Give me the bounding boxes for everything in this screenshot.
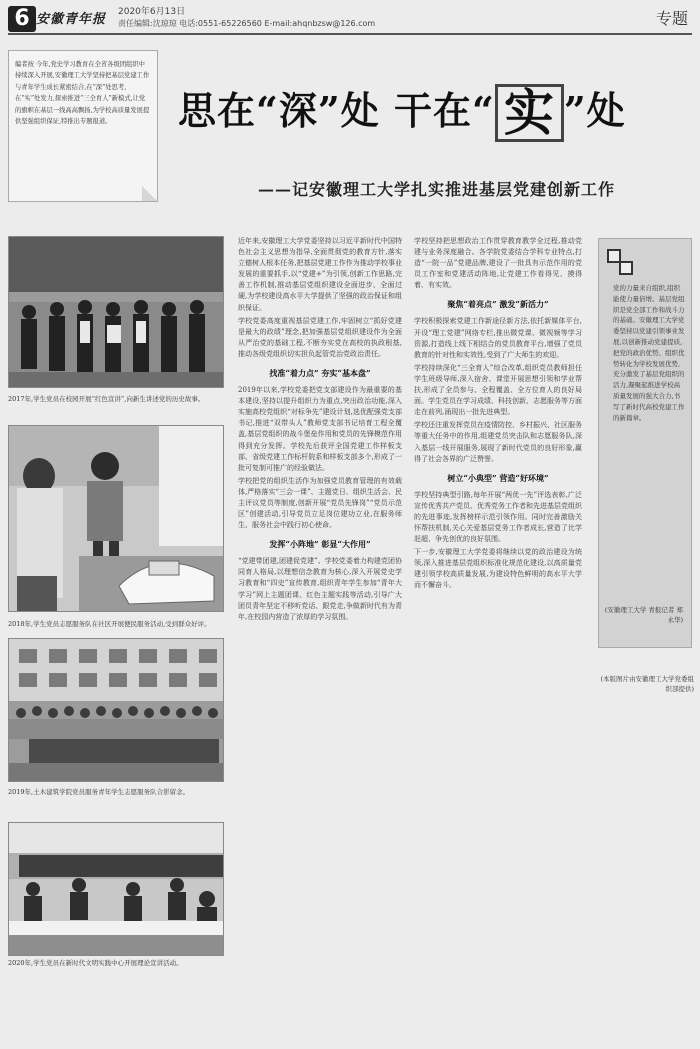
- masthead: [0, 0, 700, 36]
- issue-date: 2020年6月13日: [118, 7, 186, 17]
- photo-caption: 2019年,土木建筑学院党员服务青年学生志愿服务队合影留念。: [8, 788, 190, 796]
- headline-emphasis: 实: [495, 84, 564, 142]
- photo-caption: 2017年,学生党员在校园开展“红色宣讲”,向新生讲述党的历史故事。: [8, 395, 205, 403]
- article-paragraph: 2019年以来,学校党委把党支部建设作为最重要的基本建设,坚持以提升组织力为重点,突出政治功能,深入实施高校党组织“对标争先”建设计划,选优配强党支部书记,推进“双带头人”教师党支部书记培育工程全覆盖,基层党组织的战斗堡垒作用和党员的先锋模范作用得到充分发挥。学校先后获评全国党建工作样板支部、省级党建工作标杆院系和样板支部多个,形成了一批可复制可推广的经验做法。: [238, 386, 402, 472]
- sidebar-text: 党的力量来自组织,组织能使力量倍增。基层党组织是党全部工作和战斗力的基础。安徽理工大学党委坚持以党建引领事业发展,以创新推动党建提质,把党的政治优势、组织优势转化为学校发展优势,充分激发了基层党组织的活力,凝聚起推进学校高质量发展的强大合力,书写了新时代高校党建工作的新篇章。: [613, 284, 685, 422]
- subheadline: ——记安徽理工大学扎实推进基层党建创新工作: [258, 180, 616, 199]
- page-number: 6: [8, 6, 36, 32]
- article-paragraph: “党建带团建,团建促党建”。学校党委着力构建党团协同育人格局,以理想信念教育为核心,深入开展党史学习教育和“四史”宣传教育,组织青年学生参加“青年大学习”网上主题团课、红色主题实践等活动,引导广大团员青年坚定不移听党话、跟党走,争做新时代有为青年,在校园内营造了浓厚的学习氛围。: [238, 557, 402, 621]
- article-paragraph: 学校持续深化“三全育人”综合改革,组织党员教师担任学生班级导师,深入宿舍、课堂开展思想引领和学业帮扶,形成了全员参与、全程覆盖、全方位育人的良好局面。学生党员在学习成绩、科技创新、志愿服务等方面走在前列,涌现出一批先进典型。: [414, 363, 582, 417]
- photo-lecture-meeting: [8, 822, 224, 956]
- photo-caption: 2020年,学生党员在新时代文明实践中心开展理论宣讲活动。: [8, 959, 183, 967]
- photo-volunteer-team: [8, 638, 224, 782]
- article-column-1: [238, 236, 402, 1036]
- editor-note-box: [8, 50, 158, 202]
- article-paragraph: 学校把党的组织生活作为加强党员教育管理的有效载体,严格落实“三会一课”、主题党日、组织生活会、民主评议党员等制度,创新开展“党员先锋岗”“党员示范区”创建活动,引导党员立足岗位建功立业,在服务师生、服务社会中践行初心使命。: [238, 476, 402, 530]
- article-column-2: [414, 236, 582, 1036]
- editor-contact-line: 责任编辑:沈琼琼 电话:0551-65226560 E-mail:ahqnbzsw@126.com: [118, 19, 376, 28]
- article-paragraph: 学校坚持把思想政治工作贯穿教育教学全过程,推动党建与业务深度融合。各学院党委结合学科专业特点,打造“一院一品”党建品牌,建设了一批具有示范作用的党员工作室和党建活动阵地,让党建工作看得见、摸得着、有实效。: [414, 237, 582, 290]
- editor-note-text: 编者按 今年,党史学习教育在全省各级团组织中持续深入开展,安徽理工大学坚持把基层党建工作与青年学生成长紧密结合,在“深”处思考,在“实”处发力,探索推进“三全育人”新模式,让党的旗帜在基层一线高高飘扬,为学校高质量发展提供坚强组织保证,特推出专题报道。: [15, 61, 150, 126]
- section-subhead: 找准“着力点” 夯实“基本盘”: [269, 368, 371, 379]
- section-label: 专题: [655, 9, 688, 28]
- article-paragraph: 近年来,安徽理工大学党委坚持以习近平新时代中国特色社会主义思想为指导,全面贯彻党的教育方针,落实立德树人根本任务,把基层党建工作作为推动学校事业发展的重要抓手,以“党建+”为引领,创新工作思路,完善工作机制,推动基层党组织建设全面进步、全面过硬,为学校建设高水平大学提供了坚强的政治保证和组织保证。: [238, 237, 402, 312]
- commentary-sidebar: [598, 238, 692, 648]
- sidebar-signature: (安徽理工大学 青报记者 郑永华): [604, 606, 683, 624]
- article-paragraph: 学校还注重发挥党员在疫情防控、乡村振兴、社区服务等重大任务中的作用,组建党员突击队和志愿服务队,深入基层一线开展服务,展现了新时代党员的良好形象,赢得了社会各界的广泛赞誉。: [414, 421, 582, 463]
- photo-source-note: (本版图片由安徽理工大学党委组织部提供): [600, 675, 694, 693]
- headline: [178, 80, 626, 142]
- section-subhead: 树立“小典型” 营造“好环境”: [447, 472, 549, 483]
- headline-part-1: 思在“深”处 干在“: [178, 88, 495, 133]
- masthead-divider: [8, 33, 692, 35]
- article-paragraph: 学校坚持典型引路,每年开展“两优一先”评选表彰,广泛宣传优秀共产党员、优秀党务工作者和先进基层党组织的先进事迹,发挥榜样示范引领作用。同时完善激励关怀帮扶机制,关心关爱基层党务工作者成长,营造了比学赶超、争先创优的良好氛围。: [414, 490, 582, 544]
- page-fold-decoration: [142, 186, 158, 202]
- photo-caption: 2018年,学生党员志愿服务队在社区开展便民服务活动,受到群众好评。: [8, 620, 211, 628]
- section-subhead: 发挥“小阵地” 彰显“大作用”: [269, 539, 371, 550]
- paper-name: 安徽青年报: [36, 12, 107, 27]
- article-paragraph: 下一步,安徽理工大学党委将继续以党的政治建设为统领,深入推进基层党组织标准化规范化建设,以高质量党建引领学校高质量发展,为建设特色鲜明的高水平大学而不懈奋斗。: [414, 548, 582, 590]
- section-subhead: 聚焦“着亮点” 激发“新活力”: [447, 299, 549, 310]
- article-paragraph: 学校积极探索党建工作新途径新方法,依托新媒体平台,开设“理工党建”网络专栏,推出微党课、微视频等学习资源,打造线上线下相结合的党员教育平台,增强了党员教育的针对性和实效性,受到了广大师生的欢迎。: [414, 317, 582, 359]
- squares-logo-icon: [607, 249, 633, 275]
- article-paragraph: 学校党委高度重视基层党建工作,牢固树立“抓好党建是最大的政绩”理念,把加强基层党组织建设作为全面从严治党的基础工程,不断夯实党在高校的执政根基,推动各级党组织切实担负起管党治党政治责任。: [238, 316, 402, 358]
- photo-exhibition-model: [8, 425, 224, 612]
- photo-students-group: [8, 236, 224, 388]
- headline-part-2: ”处: [563, 88, 626, 133]
